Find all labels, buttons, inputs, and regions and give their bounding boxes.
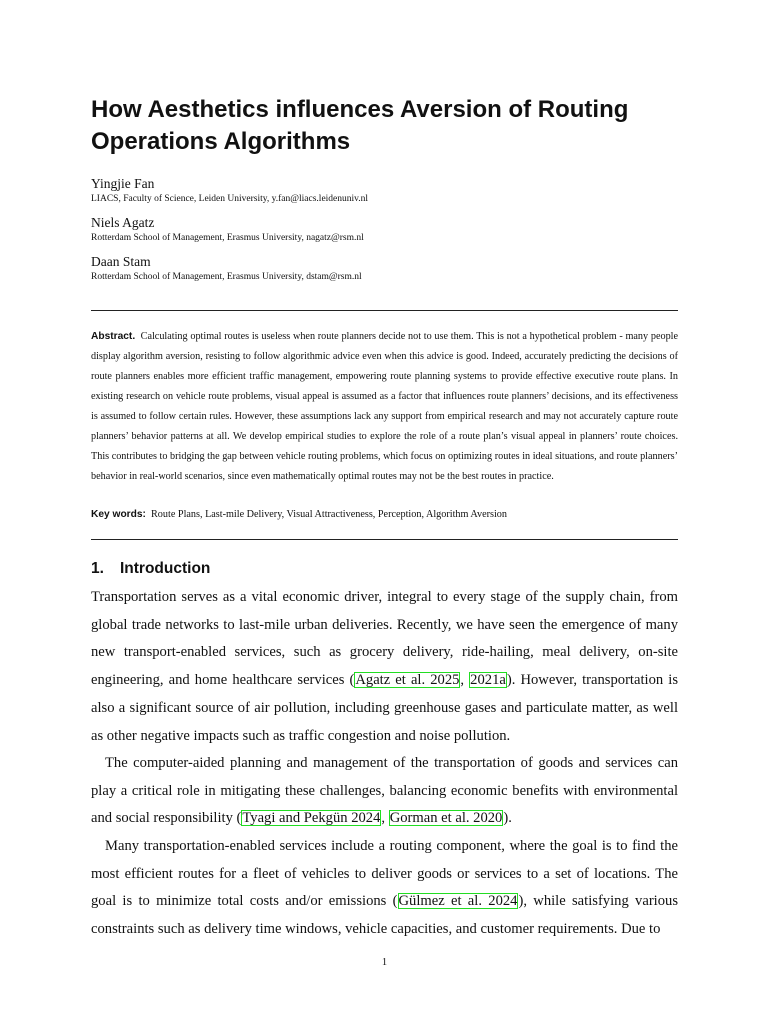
paragraph-text: ), while satisfying various constraints such as delivery time windows, vehicle capacities, and customer requirements. Due to (91, 893, 679, 938)
citation-link[interactable]: Agatz et al. 2025 (355, 672, 460, 689)
paragraph-text: Many transportation-enabled services include a routing component, where the goal is to find the most efficient routes for a fleet of vehicles to deliver goods or services to a set of locations. The goal is to minimize total costs and/or emissions ( (91, 838, 678, 910)
section-heading (91, 558, 210, 580)
author-block-3 (91, 254, 362, 284)
author-block-2 (91, 215, 364, 245)
section-title: Introduction (120, 560, 211, 577)
author-block-1 (91, 176, 368, 206)
keywords-text: Route Plans, Last-mile Delivery, Visual Attractiveness, Perception, Algorithm Aversion (151, 509, 507, 520)
paper-page (91, 0, 678, 1024)
paragraph-2 (91, 750, 678, 833)
paragraph-text: ). (503, 810, 512, 827)
keywords-label: Key words: (91, 509, 146, 520)
paragraph-text: The computer-aided planning and management of the transportation of goods and services can play a critical role in mitigating these challenges, balancing economic benefits with environmental and social responsibility ( (91, 755, 678, 827)
keywords (91, 505, 678, 525)
page-number: 1 (381, 957, 388, 968)
paragraph-1 (91, 584, 678, 750)
paragraph-3 (91, 833, 678, 944)
citation-link[interactable]: 2021a (470, 672, 506, 689)
author-name: Niels Agatz (91, 215, 155, 230)
paper-title: How Aesthetics influences Aversion of Routing Operations Algorithms (91, 96, 629, 155)
abstract (91, 327, 678, 487)
author-affiliation: LIACS, Faculty of Science, Leiden University, y.fan@liacs.leidenuniv.nl (91, 194, 369, 204)
citation-link[interactable]: Gorman et al. 2020 (389, 810, 503, 827)
abstract-label: Abstract. (91, 331, 136, 342)
author-name: Daan Stam (91, 254, 151, 269)
abstract-text: Calculating optimal routes is useless when route planners decide not to use them. This is not a hypothetical problem - many people display algorithm aversion, resisting to follow algorithmic advice even when this advice is good. Indeed, accurately predicting the decisions of route planners enables more efficient traffic management, empowering route planning systems to provide effective executive route plans. In existing research on vehicle route problems, visual appeal is assumed as a factor that influences route planners’ decisions, and its effectiveness is assumed to follow certain rules. However, these assumptions lack any support from empirical research and may not accurately capture route planners’ behavior patterns at all. We develop empirical studies to explore the role of a route plan’s visual appeal in planners’ route choices. This contributes to bridging the gap between vehicle routing problems, which focus on optimizing routes in ideal situations, and route planners’ behavior in real-world scenarios, since even mathematically optimal routes may not be the best routes in practice. (91, 331, 679, 482)
paragraph-text: ). However, transportation is also a significant source of air pollution, including greenhouse gases and particulate matter, as well as other negative impacts such as traffic congestion and noise pollution. (91, 672, 678, 744)
author-affiliation: Rotterdam School of Management, Erasmus University, dstam@rsm.nl (91, 272, 362, 282)
abstract-bottom-rule (91, 539, 678, 540)
abstract-top-rule (91, 310, 678, 311)
paragraph-text: Transportation serves as a vital economic driver, integral to every stage of the supply chain, from global trade networks to last-mile urban deliveries. Recently, we have seen the emergence of many new transport-enabled services, such as grocery delivery, ride-hailing, meal delivery, on-site engineering, and home healthcare services ( (91, 589, 678, 689)
citation-link[interactable]: Gülmez et al. 2024 (398, 893, 518, 910)
paragraph-text: , (460, 672, 470, 689)
citation-link[interactable]: Tyagi and Pekgün 2024 (242, 810, 381, 827)
author-name: Yingjie Fan (91, 176, 155, 191)
paragraph-text: , (381, 810, 389, 827)
author-affiliation: Rotterdam School of Management, Erasmus University, nagatz@rsm.nl (91, 233, 364, 243)
section-number: 1. (91, 560, 104, 577)
